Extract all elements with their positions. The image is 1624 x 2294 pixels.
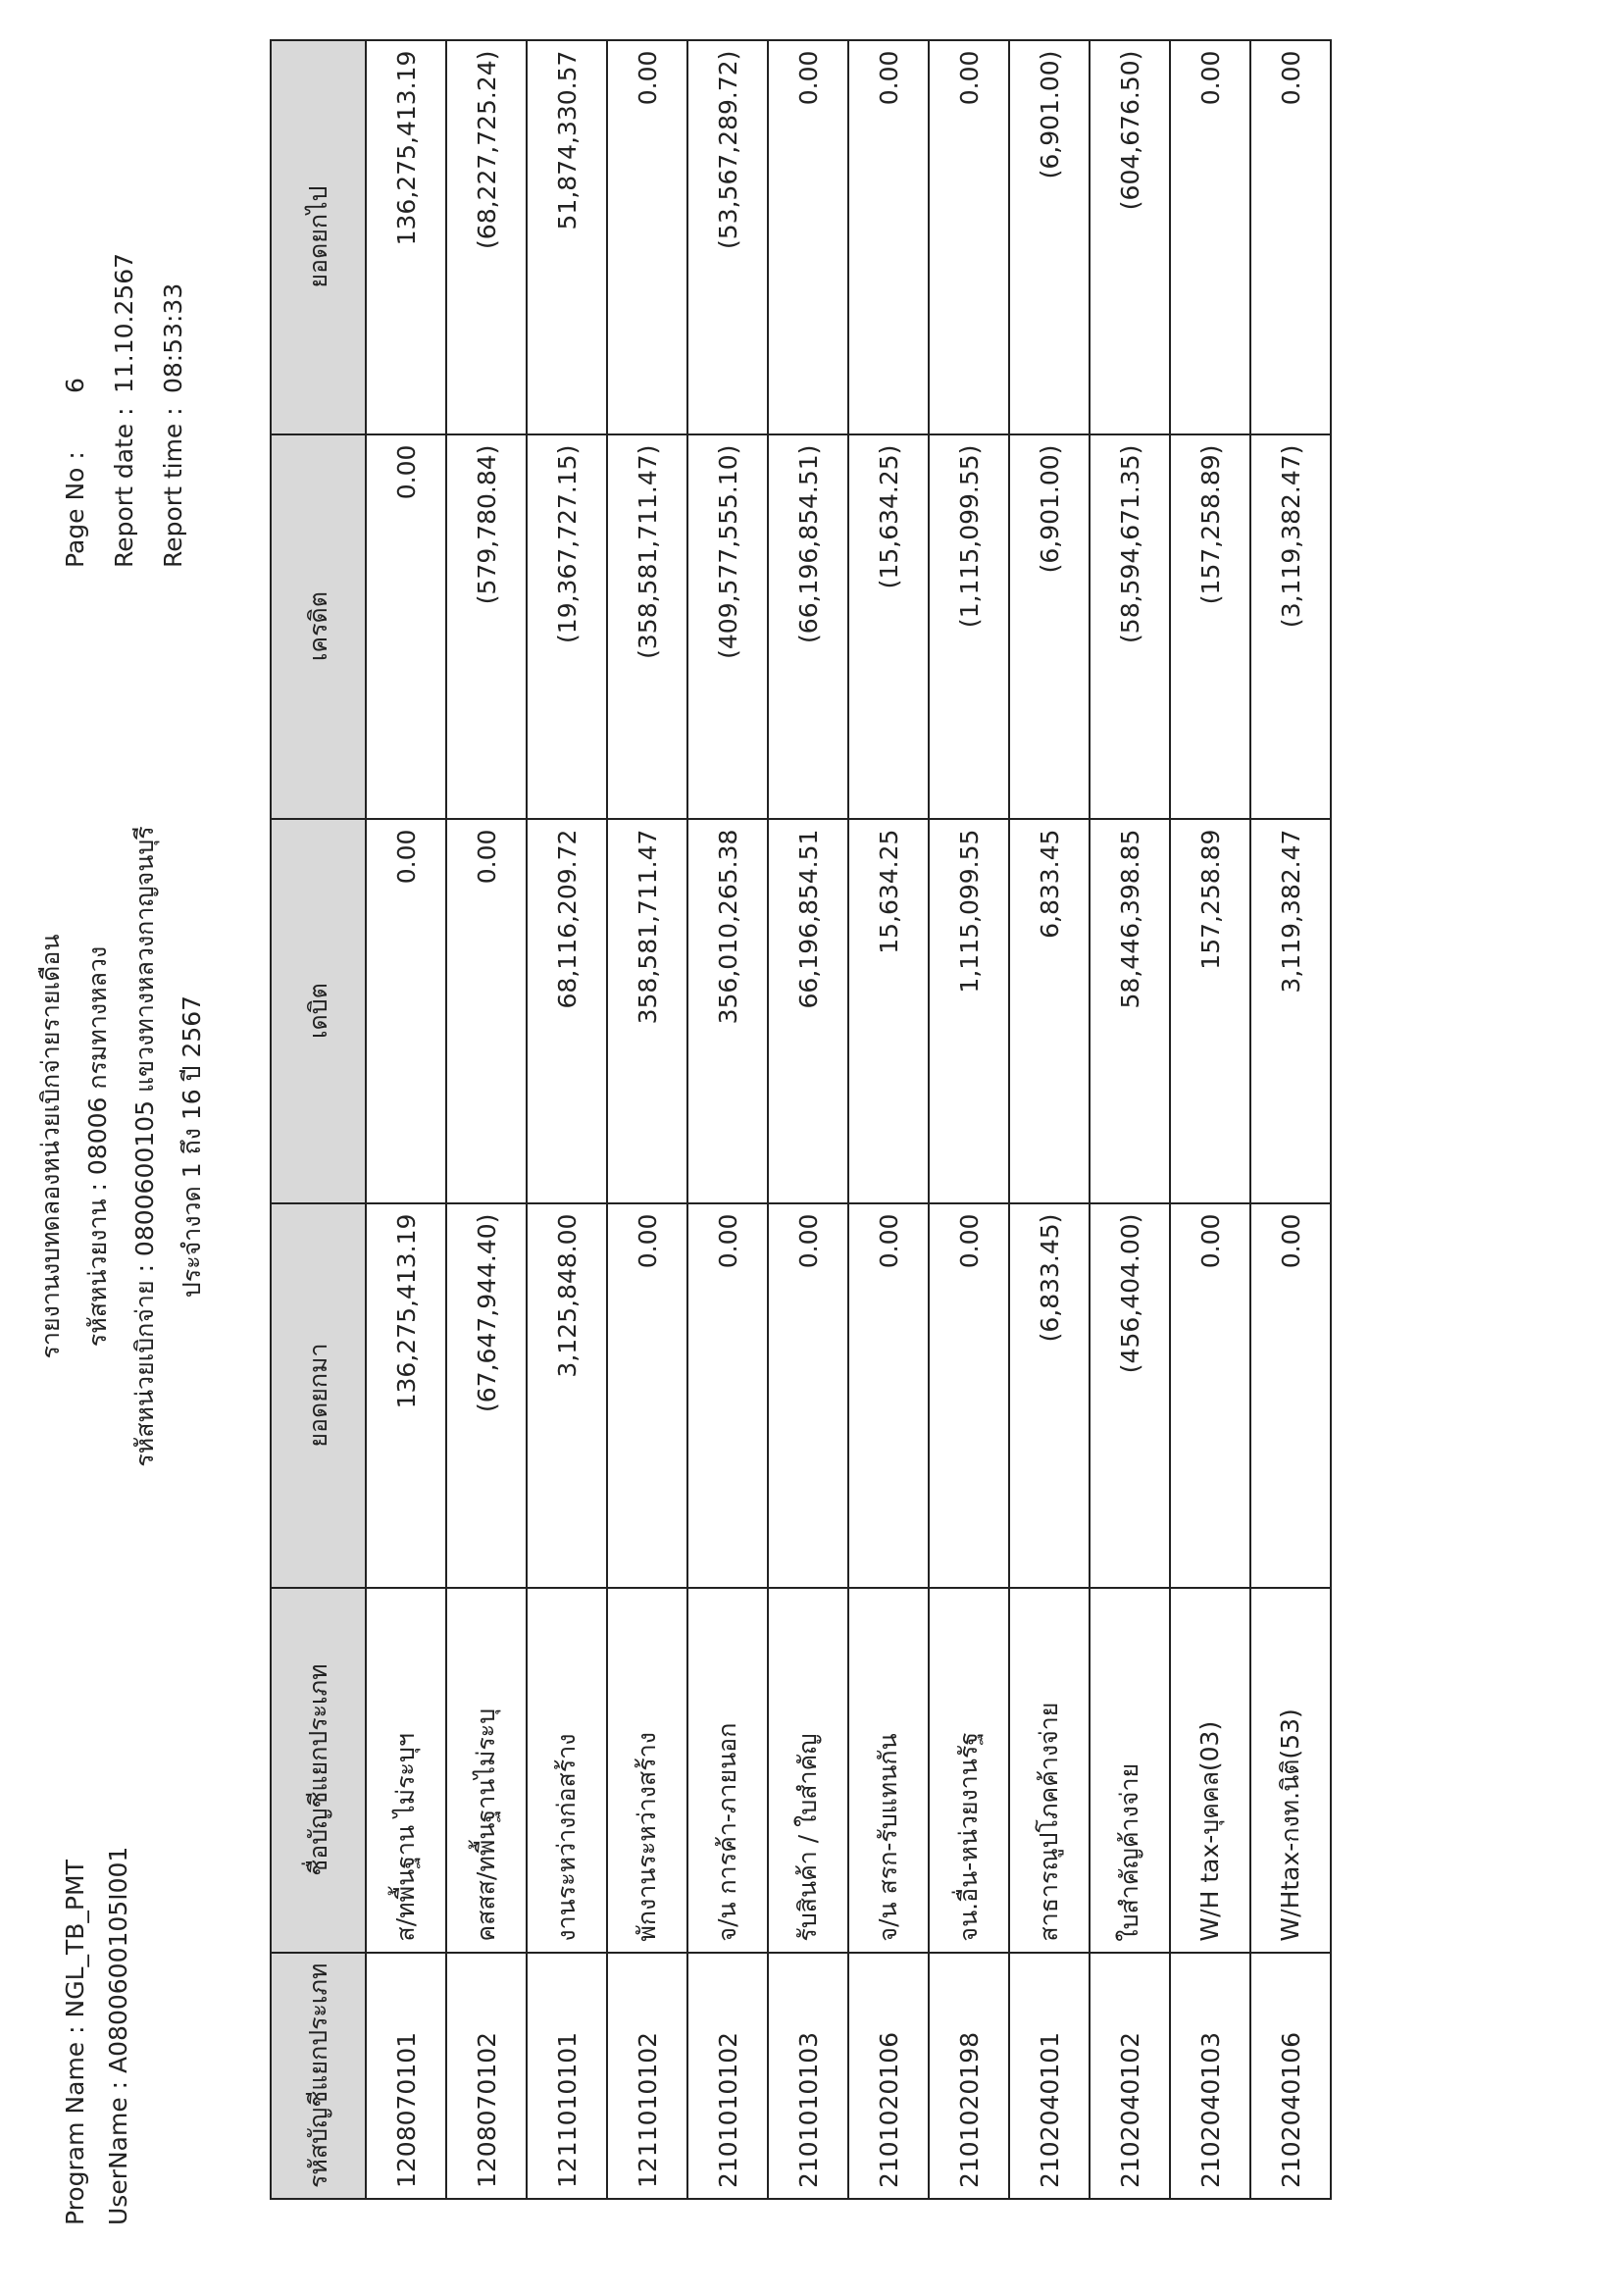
cell-account-code: 1208070102: [446, 1953, 527, 2199]
cell-account-code: 2102040101: [1009, 1953, 1090, 2199]
cell-credit: (579,780.84): [446, 434, 527, 819]
cell-credit: (1,115,099.55): [929, 434, 1009, 819]
cell-carried-forward: (604,676.50): [1090, 40, 1170, 434]
report-date-line: [110, 253, 138, 568]
cell-credit: (58,594,671.35): [1090, 434, 1170, 819]
cell-debit: 358,581,711.47: [607, 819, 687, 1203]
disbursing-unit-code: รหัสหน่วยเบิกจ่าย : 0800600105 แขวงทางหลวงกาญจนบุรี: [130, 826, 159, 1467]
cell-brought-forward: 0.00: [768, 1203, 848, 1588]
cell-credit: (15,634.25): [848, 434, 929, 819]
col-header-account-code: รหัสบัญชีแยกประเภท: [271, 1953, 366, 2199]
cell-account-name: ใบสำคัญค้างจ่าย: [1090, 1588, 1170, 1953]
cell-carried-forward: 0.00: [1170, 40, 1250, 434]
cell-account-name: W/H tax-บุคคล(03): [1170, 1588, 1250, 1953]
table-row: [1250, 40, 1331, 2199]
cell-brought-forward: (67,647,944.40): [446, 1203, 527, 1588]
report-date-value: 11.10.2567: [110, 252, 138, 394]
cell-debit: 0.00: [366, 819, 446, 1203]
table-header-row: [271, 40, 366, 2199]
table-row: [768, 40, 848, 2199]
cell-carried-forward: 0.00: [848, 40, 929, 434]
cell-credit: (19,367,727.15): [527, 434, 607, 819]
table-row: [1170, 40, 1250, 2199]
cell-account-code: 2102040102: [1090, 1953, 1170, 2199]
cell-account-name: จ/น สรก-รับแทนกัน: [848, 1588, 929, 1953]
cell-credit: (157,258.89): [1170, 434, 1250, 819]
cell-account-name: พักงานระหว่างสร้าง: [607, 1588, 687, 1953]
table-row: [929, 40, 1009, 2199]
cell-account-code: 1208070101: [366, 1953, 446, 2199]
trial-balance-table: [270, 39, 1332, 2200]
cell-brought-forward: (456,404.00): [1090, 1203, 1170, 1588]
cell-brought-forward: (6,833.45): [1009, 1203, 1090, 1588]
cell-brought-forward: 0.00: [848, 1203, 929, 1588]
cell-account-name: จ/น การค้า-ภายนอก: [687, 1588, 768, 1953]
cell-brought-forward: 0.00: [1250, 1203, 1331, 1588]
cell-carried-forward: 0.00: [768, 40, 848, 434]
cell-debit: 3,119,382.47: [1250, 819, 1331, 1203]
table-row: [848, 40, 929, 2199]
cell-account-code: 1211010102: [607, 1953, 687, 2199]
col-header-brought-forward: ยอดยกมา: [271, 1203, 366, 1588]
cell-carried-forward: (53,567,289.72): [687, 40, 768, 434]
cell-account-code: 1211010101: [527, 1953, 607, 2199]
report-period: ประจำงวด 1 ถึง 16 ปี 2567: [178, 994, 206, 1299]
cell-debit: 356,010,265.38: [687, 819, 768, 1203]
cell-account-code: 2101020106: [848, 1953, 929, 2199]
cell-debit: 15,634.25: [848, 819, 929, 1203]
cell-carried-forward: (68,227,725.24): [446, 40, 527, 434]
cell-brought-forward: 0.00: [607, 1203, 687, 1588]
cell-debit: 6,833.45: [1009, 819, 1090, 1203]
report-title: รายงานงบทดลองหน่วยเบิกจ่ายรายเดือน: [36, 934, 65, 1359]
cell-account-name: สาธารณูปโภคค้างจ่าย: [1009, 1588, 1090, 1953]
report-date-label: Report date :: [110, 407, 138, 568]
page-no-line: [61, 378, 89, 568]
table-row: [1009, 40, 1090, 2199]
page-no-label: Page No :: [61, 451, 89, 568]
cell-brought-forward: 3,125,848.00: [527, 1203, 607, 1588]
table-row: [687, 40, 768, 2199]
cell-carried-forward: 0.00: [929, 40, 1009, 434]
agency-code: รหัสหน่วยงาน : 08006 กรมทางหลวง: [83, 945, 112, 1348]
cell-carried-forward: 0.00: [607, 40, 687, 434]
cell-debit: 0.00: [446, 819, 527, 1203]
cell-brought-forward: 136,275,413.19: [366, 1203, 446, 1588]
page-no-value: 6: [61, 378, 89, 394]
cell-debit: 157,258.89: [1170, 819, 1250, 1203]
username: UserName : A0800600105I001: [104, 1846, 132, 2225]
cell-credit: 0.00: [366, 434, 446, 819]
cell-credit: (66,196,854.51): [768, 434, 848, 819]
table-row: [366, 40, 446, 2199]
cell-carried-forward: 51,874,330.57: [527, 40, 607, 434]
cell-account-name: งานระหว่างก่อสร้าง: [527, 1588, 607, 1953]
cell-debit: 1,115,099.55: [929, 819, 1009, 1203]
cell-account-code: 2101010103: [768, 1953, 848, 2199]
cell-account-name: W/Htax-กงท.นิติ(53): [1250, 1588, 1331, 1953]
cell-debit: 66,196,854.51: [768, 819, 848, 1203]
col-header-account-name: ชื่อบัญชีแยกประเภท: [271, 1588, 366, 1953]
cell-account-code: 2102040103: [1170, 1953, 1250, 2199]
cell-credit: (358,581,711.47): [607, 434, 687, 819]
cell-account-code: 2101010102: [687, 1953, 768, 2199]
cell-account-code: 2102040106: [1250, 1953, 1331, 2199]
cell-account-name: รับสินค้า / ใบสำคัญ: [768, 1588, 848, 1953]
cell-credit: (409,577,555.10): [687, 434, 768, 819]
report-time-value: 08:53:33: [159, 282, 187, 394]
cell-brought-forward: 0.00: [687, 1203, 768, 1588]
program-name: Program Name : NGL_TB_PMT: [61, 1860, 89, 2225]
report-time-label: Report time :: [159, 407, 187, 568]
cell-debit: 58,446,398.85: [1090, 819, 1170, 1203]
cell-carried-forward: 136,275,413.19: [366, 40, 446, 434]
col-header-carried-forward: ยอดยกไป: [271, 40, 366, 434]
cell-account-code: 2101020198: [929, 1953, 1009, 2199]
cell-carried-forward: (6,901.00): [1009, 40, 1090, 434]
cell-account-name: ส/ทพื้นฐาน ไม่ระบุฯ: [366, 1588, 446, 1953]
cell-brought-forward: 0.00: [929, 1203, 1009, 1588]
col-header-debit: เดบิต: [271, 819, 366, 1203]
col-header-credit: เครดิต: [271, 434, 366, 819]
cell-brought-forward: 0.00: [1170, 1203, 1250, 1588]
cell-account-name: จน.อื่น-หน่วยงานรัฐ: [929, 1588, 1009, 1953]
cell-credit: (3,119,382.47): [1250, 434, 1331, 819]
cell-carried-forward: 0.00: [1250, 40, 1331, 434]
table-row: [527, 40, 607, 2199]
report-time-line: [159, 283, 187, 568]
table-row: [607, 40, 687, 2199]
table-row: [446, 40, 527, 2199]
cell-debit: 68,116,209.72: [527, 819, 607, 1203]
cell-credit: (6,901.00): [1009, 434, 1090, 819]
cell-account-name: คสสส/ทพื้นฐานไม่ระบุ: [446, 1588, 527, 1953]
table-row: [1090, 40, 1170, 2199]
